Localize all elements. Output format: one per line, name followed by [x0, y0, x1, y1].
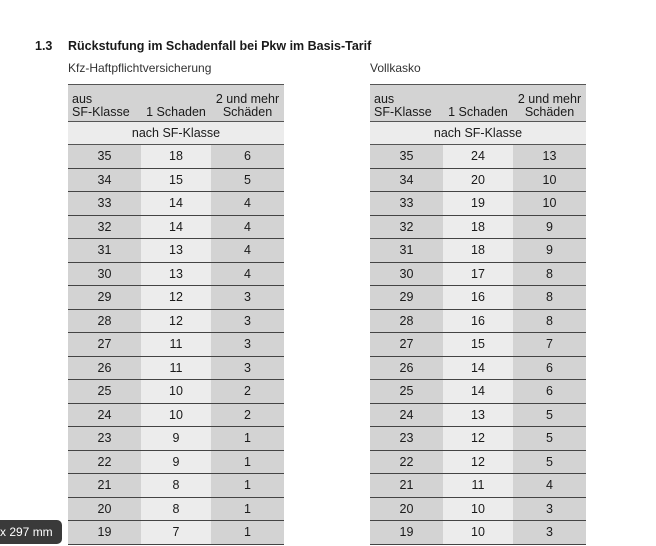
table-row [370, 309, 586, 333]
cell-one-claim: 19 [443, 192, 513, 216]
cell-one-claim: 12 [141, 286, 211, 310]
section-title: Rückstufung im Schadenfall bei Pkw im Basis-Tarif [68, 39, 372, 53]
cell-one-claim: 24 [443, 145, 513, 169]
cell-from-class: 21 [68, 474, 141, 498]
cell-two-plus-claims: 1 [211, 427, 284, 451]
table-row [370, 192, 586, 216]
cell-two-plus-claims: 1 [211, 497, 284, 521]
table-row [370, 215, 586, 239]
table-row [370, 474, 586, 498]
cell-from-class: 23 [68, 427, 141, 451]
cell-two-plus-claims: 4 [211, 239, 284, 263]
table-row [370, 380, 586, 404]
header-from-class [370, 85, 443, 122]
cell-one-claim: 9 [141, 427, 211, 451]
cell-two-plus-claims: 5 [513, 450, 586, 474]
header-from-class-line1: aus [374, 92, 395, 106]
page-size-badge: x 297 mm [0, 520, 62, 544]
cell-two-plus-claims: 3 [211, 333, 284, 357]
table-row [68, 262, 284, 286]
cell-from-class: 27 [370, 333, 443, 357]
header-from-class-line1: aus [72, 92, 93, 106]
table-row [370, 168, 586, 192]
cell-two-plus-claims: 2 [211, 380, 284, 404]
cell-one-claim: 14 [141, 192, 211, 216]
table-row [370, 333, 586, 357]
table-row [370, 497, 586, 521]
cell-one-claim: 12 [141, 309, 211, 333]
table-row [370, 450, 586, 474]
cell-one-claim: 18 [443, 239, 513, 263]
table-row [68, 192, 284, 216]
cell-one-claim: 11 [141, 333, 211, 357]
cell-two-plus-claims: 4 [211, 262, 284, 286]
cell-from-class: 34 [68, 168, 141, 192]
cell-two-plus-claims: 8 [513, 262, 586, 286]
cell-from-class: 27 [68, 333, 141, 357]
table-title-vollkasko: Vollkasko [370, 61, 421, 75]
cell-two-plus-claims: 6 [513, 356, 586, 380]
table-row [370, 427, 586, 451]
cell-one-claim: 9 [141, 450, 211, 474]
cell-one-claim: 10 [443, 521, 513, 545]
cell-two-plus-claims: 9 [513, 215, 586, 239]
table-row [68, 145, 284, 169]
vollkasko-table [370, 84, 586, 545]
cell-two-plus-claims: 4 [211, 215, 284, 239]
header-one-claim [443, 85, 513, 122]
cell-two-plus-claims: 3 [513, 497, 586, 521]
header-two-plus-line2: Schäden [222, 105, 273, 119]
cell-from-class: 25 [68, 380, 141, 404]
cell-from-class: 24 [370, 403, 443, 427]
cell-two-plus-claims: 1 [211, 521, 284, 545]
cell-from-class: 29 [370, 286, 443, 310]
cell-from-class: 28 [68, 309, 141, 333]
table-row [68, 356, 284, 380]
cell-two-plus-claims: 5 [513, 403, 586, 427]
table-row [68, 403, 284, 427]
cell-from-class: 28 [370, 309, 443, 333]
cell-one-claim: 18 [443, 215, 513, 239]
cell-one-claim: 12 [443, 427, 513, 451]
cell-one-claim: 16 [443, 309, 513, 333]
cell-one-claim: 14 [443, 356, 513, 380]
cell-from-class: 34 [370, 168, 443, 192]
cell-one-claim: 13 [141, 239, 211, 263]
cell-from-class: 31 [370, 239, 443, 263]
table-row [370, 145, 586, 169]
cell-one-claim: 10 [443, 497, 513, 521]
table-row [68, 427, 284, 451]
header-two-plus-line1: 2 und mehr [517, 92, 582, 106]
table-row [68, 497, 284, 521]
cell-from-class: 23 [370, 427, 443, 451]
cell-one-claim: 18 [141, 145, 211, 169]
table-title-haftpflicht: Kfz-Haftpflichtversicherung [68, 61, 212, 75]
subheader-by-sf-class: nach SF-Klasse [68, 122, 284, 145]
header-two-plus-claims [211, 85, 284, 122]
cell-two-plus-claims: 13 [513, 145, 586, 169]
header-two-plus-claims [513, 85, 586, 122]
cell-one-claim: 13 [141, 262, 211, 286]
cell-from-class: 31 [68, 239, 141, 263]
table-row [68, 239, 284, 263]
cell-from-class: 22 [370, 450, 443, 474]
cell-two-plus-claims: 3 [211, 356, 284, 380]
cell-from-class: 21 [370, 474, 443, 498]
table-row [370, 286, 586, 310]
cell-two-plus-claims: 5 [513, 427, 586, 451]
subheader-by-sf-class: nach SF-Klasse [370, 122, 586, 145]
table-row [68, 474, 284, 498]
cell-from-class: 19 [370, 521, 443, 545]
cell-two-plus-claims: 5 [211, 168, 284, 192]
cell-two-plus-claims: 10 [513, 168, 586, 192]
table-row [370, 356, 586, 380]
cell-one-claim: 11 [443, 474, 513, 498]
table-row [68, 450, 284, 474]
cell-one-claim: 14 [443, 380, 513, 404]
table-row [68, 168, 284, 192]
table-row [370, 521, 586, 545]
cell-from-class: 20 [68, 497, 141, 521]
table-row [68, 521, 284, 545]
cell-two-plus-claims: 1 [211, 450, 284, 474]
cell-one-claim: 15 [141, 168, 211, 192]
cell-from-class: 33 [68, 192, 141, 216]
cell-from-class: 25 [370, 380, 443, 404]
cell-two-plus-claims: 9 [513, 239, 586, 263]
table-row [68, 309, 284, 333]
cell-one-claim: 16 [443, 286, 513, 310]
header-one-claim [141, 85, 211, 122]
cell-one-claim: 15 [443, 333, 513, 357]
cell-from-class: 32 [370, 215, 443, 239]
haftpflicht-table [68, 84, 284, 545]
cell-two-plus-claims: 7 [513, 333, 586, 357]
cell-two-plus-claims: 10 [513, 192, 586, 216]
table-row [370, 403, 586, 427]
cell-two-plus-claims: 4 [513, 474, 586, 498]
header-from-class-line2: SF-Klasse [374, 105, 432, 119]
table-row [370, 239, 586, 263]
cell-one-claim: 14 [141, 215, 211, 239]
cell-from-class: 22 [68, 450, 141, 474]
cell-one-claim: 17 [443, 262, 513, 286]
cell-one-claim: 12 [443, 450, 513, 474]
cell-one-claim: 8 [141, 497, 211, 521]
cell-from-class: 35 [370, 145, 443, 169]
header-one-claim-label: 1 Schaden [146, 105, 206, 119]
cell-two-plus-claims: 3 [211, 286, 284, 310]
cell-two-plus-claims: 3 [513, 521, 586, 545]
cell-from-class: 29 [68, 286, 141, 310]
header-from-class [68, 85, 141, 122]
cell-two-plus-claims: 8 [513, 286, 586, 310]
cell-one-claim: 13 [443, 403, 513, 427]
cell-two-plus-claims: 2 [211, 403, 284, 427]
cell-from-class: 24 [68, 403, 141, 427]
cell-one-claim: 10 [141, 403, 211, 427]
cell-from-class: 20 [370, 497, 443, 521]
header-two-plus-line1: 2 und mehr [215, 92, 280, 106]
cell-one-claim: 7 [141, 521, 211, 545]
cell-two-plus-claims: 8 [513, 309, 586, 333]
cell-two-plus-claims: 1 [211, 474, 284, 498]
cell-from-class: 35 [68, 145, 141, 169]
cell-one-claim: 20 [443, 168, 513, 192]
cell-one-claim: 11 [141, 356, 211, 380]
cell-two-plus-claims: 3 [211, 309, 284, 333]
table-row [68, 380, 284, 404]
table-row [68, 286, 284, 310]
cell-one-claim: 8 [141, 474, 211, 498]
cell-from-class: 32 [68, 215, 141, 239]
table-row [68, 215, 284, 239]
cell-from-class: 26 [370, 356, 443, 380]
section-number: 1.3 [35, 39, 53, 53]
cell-one-claim: 10 [141, 380, 211, 404]
header-two-plus-line2: Schäden [524, 105, 575, 119]
cell-two-plus-claims: 6 [513, 380, 586, 404]
cell-from-class: 26 [68, 356, 141, 380]
table-row [370, 262, 586, 286]
cell-from-class: 30 [370, 262, 443, 286]
cell-from-class: 19 [68, 521, 141, 545]
cell-from-class: 30 [68, 262, 141, 286]
cell-two-plus-claims: 4 [211, 192, 284, 216]
header-one-claim-label: 1 Schaden [448, 105, 508, 119]
cell-two-plus-claims: 6 [211, 145, 284, 169]
cell-from-class: 33 [370, 192, 443, 216]
header-from-class-line2: SF-Klasse [72, 105, 130, 119]
table-row [68, 333, 284, 357]
